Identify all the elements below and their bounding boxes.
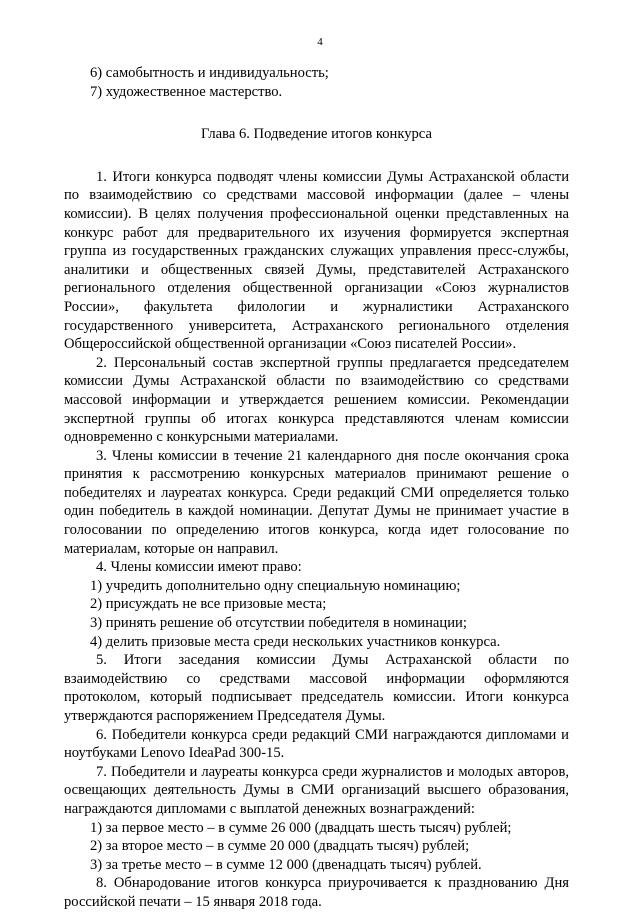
paragraph-3: 3. Члены комиссии в течение 21 календарного дня после окончания срока принятия к рассмотрению конкурсных материалов принимают решение о победителях и лауреатах конкурса. Среди редакций СМИ определяется только один победитель в каждой номинации. Депутат Думы не принимает участие в голосовании по определению итогов конкурса, когда идет голосование по материалам, которые он направил. xyxy=(64,447,569,557)
page-number: 4 xyxy=(317,36,323,48)
paragraph-2: 2. Персональный состав экспертной группы предлагается председателем комиссии Думы Астраханской области по взаимодействию со средствами массовой информации и утверждается решением комиссии. Рекомендации экспертной группы об итогах конкурса представляются членам комиссии одновременно с конкурсными материалами. xyxy=(64,354,569,446)
paragraph-8: 8. Обнародование итогов конкурса приурочивается к празднованию Дня российской печати – 15 января 2018 года. xyxy=(64,875,569,910)
rights-item: 3) принять решение об отсутствии победителя в номинации; xyxy=(90,615,467,632)
paragraph-7: 7. Победители и лауреаты конкурса среди журналистов и молодых авторов, освещающих деятельность Думы в СМИ организаций высшего образования, награждаются дипломами с выплатой денежных вознаграждений: xyxy=(64,763,569,817)
paragraph-1: 1. Итоги конкурса подводят члены комиссии Думы Астраханской области по взаимодействию со средствами массовой информации (далее – члены комиссии). В целях получения профессиональной оценки представленных на конкурс работ для предварительного их изучения формируется экспертная группа из государственных гражданских служащих управления пресс-службы, аналитики и общественных связей Думы, представителей Астраханского регионального отделения общественной организации «Союз журналистов России», факультета филологии и журналистики Астраханского государственного университета, Астраханского регионального отделения Общероссийской общественной организации «Союз писателей России». xyxy=(64,168,569,353)
paragraph-4: 4. Члены комиссии имеют право: xyxy=(96,559,302,576)
paragraph-6: 6. Победители конкурса среди редакций СМИ награждаются дипломами и ноутбуками Lenovo IdeaPad 300-15. xyxy=(64,726,569,762)
chapter-heading: Глава 6. Подведение итогов конкурса xyxy=(201,126,432,143)
rights-item: 1) учредить дополнительно одну специальную номинацию; xyxy=(90,577,461,594)
rights-item: 4) делить призовые места среди нескольких участников конкурса. xyxy=(90,633,501,650)
list-item: 6) самобытность и индивидуальность; xyxy=(90,65,329,81)
prize-item: 3) за третье место – в сумме 12 000 (двенадцать тысяч) рублей. xyxy=(90,856,482,873)
rights-item: 2) присуждать не все призовые места; xyxy=(90,596,327,613)
document-body xyxy=(64,64,569,912)
paragraph-5: 5. Итоги заседания комиссии Думы Астраханской области по взаимодействию со средствами массовой информации оформляются протоколом, который подписывает председатель комиссии. Итоги конкурса утверждаются распоряжением Председателя Думы. xyxy=(64,652,569,724)
prize-item: 2) за второе место – в сумме 20 000 (двадцать тысяч) рублей; xyxy=(90,838,470,855)
list-item: 7) художественное мастерство. xyxy=(90,83,283,100)
prize-item: 1) за первое место – в сумме 26 000 (двадцать шесть тысяч) рублей; xyxy=(90,819,512,836)
